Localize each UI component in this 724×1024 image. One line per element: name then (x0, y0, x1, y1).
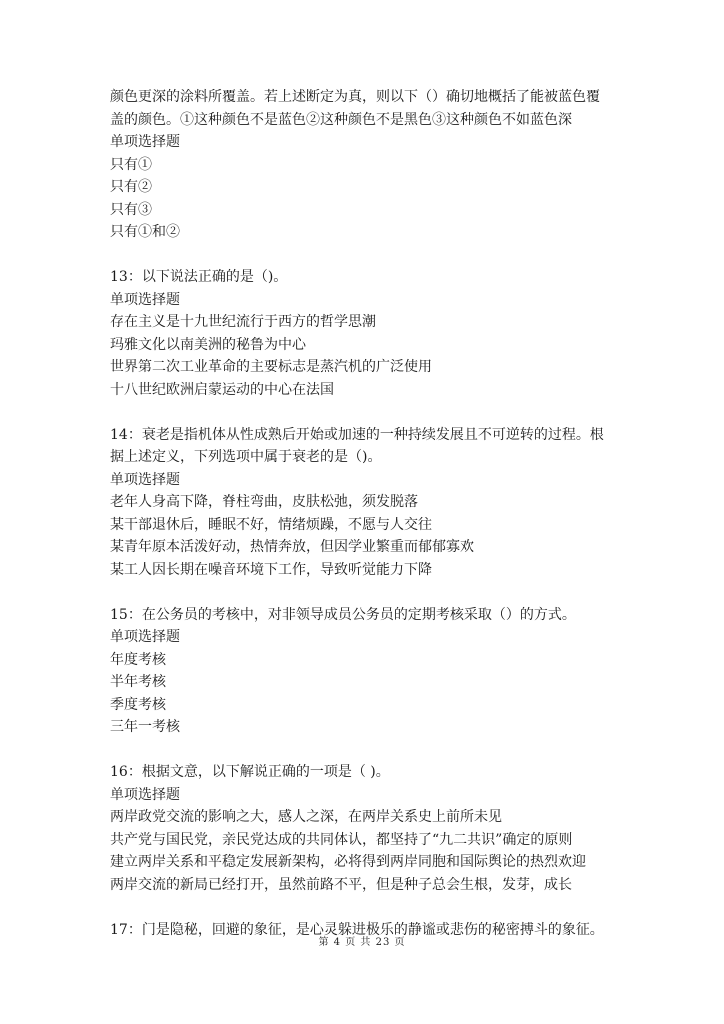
question-14 (110, 424, 620, 582)
question-type: 单项选择题 (110, 291, 180, 308)
page-footer (0, 933, 724, 948)
option-b: 只有② (110, 179, 152, 195)
option-c: 只有③ (110, 201, 152, 218)
option-b: 某干部退休后，睡眠不好，情绪烦躁，不愿与人交往 (110, 516, 432, 533)
question-intro (110, 86, 620, 244)
question-15 (110, 604, 620, 739)
option-d: 两岸交流的新局已经打开，虽然前路不平，但是种子总会生根，发芽，成长 (110, 876, 572, 893)
option-d: 十八世纪欧洲启蒙运动的中心在法国 (110, 381, 334, 398)
question-type: 单项选择题 (110, 786, 180, 803)
question-text-line: 14：衰老是指机体从性成熟后开始或加速的一种持续发展且不可逆转的过程。根 (110, 426, 604, 443)
spacer (110, 244, 620, 267)
question-type: 单项选择题 (110, 471, 180, 488)
option-d: 只有①和② (110, 224, 180, 240)
spacer (110, 739, 620, 762)
option-c: 世界第二次工业革命的主要标志是蒸汽机的广泛使用 (110, 359, 432, 375)
option-b: 共产党与国民党，亲民党达成的共同体认，都坚持了“九二共识”确定的原则 (110, 831, 573, 848)
question-text-line: 16：根据文意，以下解说正确的一项是（ )。 (110, 764, 390, 780)
option-a: 存在主义是十九世纪流行于西方的哲学思潮 (110, 314, 376, 330)
question-text-line: 17：门是隐秘，回避的象征，是心灵躲进极乐的静谧或悲伤的秘密搏斗的象征。 (110, 921, 604, 938)
option-a: 年度考核 (110, 651, 166, 668)
question-text-line: 盖的颜色。①这种颜色不是蓝色②这种颜色不是黑色③这种颜色不如蓝色深 (110, 111, 572, 128)
question-13 (110, 266, 620, 401)
spacer (110, 896, 620, 919)
question-text-line: 据上述定义，下列选项中属于衰老的是（)。 (110, 449, 382, 465)
question-text-line: 13：以下说法正确的是（)。 (110, 269, 288, 285)
page-content (110, 86, 620, 941)
option-a: 两岸政党交流的影响之大，感人之深，在两岸关系史上前所未见 (110, 809, 502, 825)
question-text-line: 15：在公务员的考核中，对非领导成员公务员的定期考核采取（）的方式。 (110, 606, 576, 623)
option-c: 某青年原本活泼好动，热情奔放，但因学业繁重而郁郁寡欢 (110, 539, 474, 555)
option-b: 玛雅文化以南美洲的秘鲁为中心 (110, 336, 306, 353)
option-a: 只有① (110, 156, 152, 173)
question-16 (110, 761, 620, 896)
spacer (110, 581, 620, 604)
option-d: 三年一考核 (110, 719, 180, 735)
option-a: 老年人身高下降，脊柱弯曲，皮肤松弛，须发脱落 (110, 494, 418, 510)
question-type: 单项选择题 (110, 629, 180, 645)
question-type: 单项选择题 (110, 134, 180, 150)
option-c: 建立两岸关系和平稳定发展新架构，必将得到两岸同胞和国际舆论的热烈欢迎 (110, 854, 586, 870)
page-number: 第 4 页 共 23 页 (318, 937, 406, 948)
option-c: 季度考核 (110, 696, 166, 713)
option-b: 半年考核 (110, 674, 166, 690)
question-text-line: 颜色更深的涂料所覆盖。若上述断定为真，则以下（）确切地概括了能被蓝色覆 (110, 89, 600, 105)
spacer (110, 401, 620, 424)
option-d: 某工人因长期在噪音环境下工作，导致听觉能力下降 (110, 561, 432, 578)
